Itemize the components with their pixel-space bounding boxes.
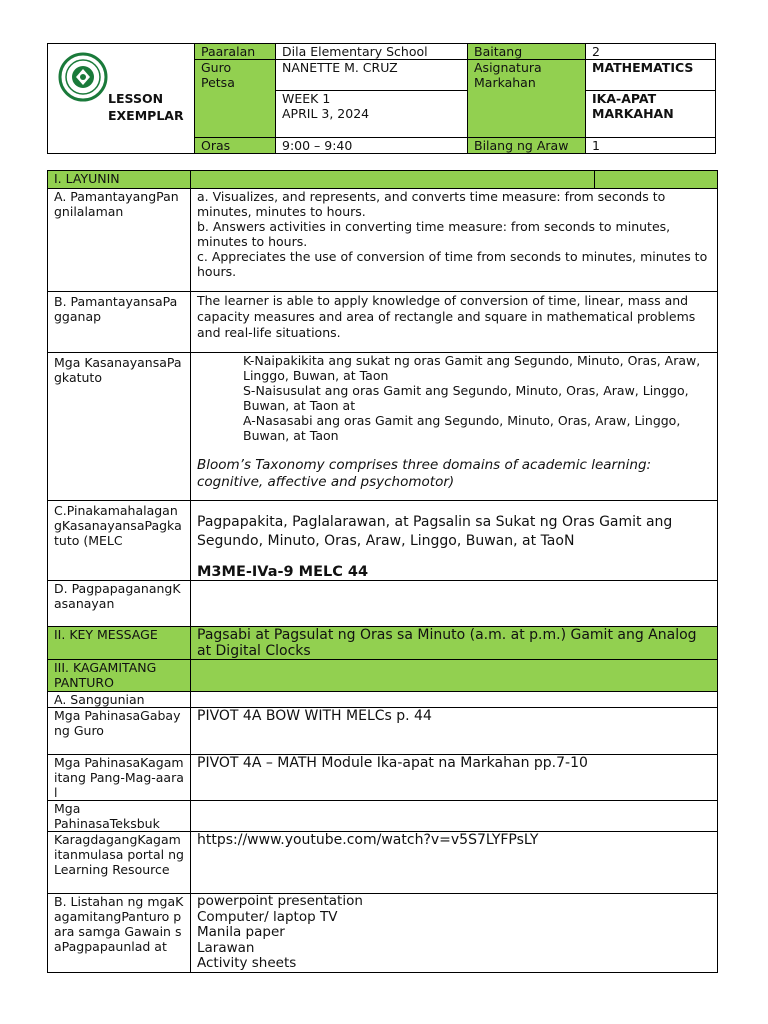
a-label: A. PamantayangPangnilalaman [48,189,191,292]
subject-label: Asignatura [474,60,542,75]
layunin-blank-2 [595,171,718,189]
header-table [47,43,716,154]
material-1: powerpoint presentation [197,893,363,909]
d-content [191,581,718,627]
key-message-text: Pagsabi at Pagsulat ng Oras sa Minuto (a.m. at p.m.) Gamit ang Analog at Digital Clocks [191,627,718,660]
teacher-date-labels [195,60,276,138]
a-item-2: b. Answers activities in converting time measure: from seconds to minutes, minutes to hours. [197,219,671,249]
sanggunian-blank [191,692,718,708]
logo-cell [48,44,195,154]
b-text: The learner is able to apply knowledge of conversion of time, linear, mass and capacity measures and area of rectangle and square in mathematical problems and real-life situations. [191,292,718,353]
c-label: C.PinakamahalagangKasanayansaPagkatuto (MELC [48,501,191,581]
teksbuk-blank [191,801,718,832]
teacher-value: NANETTE M. CRUZ [276,60,468,91]
mag-aaral-text: PIVOT 4A – MATH Module Ika-apat na Markahan pp.7-10 [191,755,718,801]
lesson-exemplar-title: LESSON EXEMPLAR [108,91,184,123]
guro-label: Mga PahinasaGabay ng Guro [48,708,191,755]
kagamitan-blank [191,660,718,692]
school-value: Dila Elementary School [276,44,468,60]
time-label: Oras [195,138,276,154]
c-text: Pagpapakita, Paglalarawan, at Pagsalin sa Sukat ng Oras Gamit ang Segundo, Minuto, Oras, Araw, Linggo, Buwan, at TaoN [197,514,673,549]
guro-text: PIVOT 4A BOW WITH MELCs p. 44 [191,708,718,755]
time-value: 9:00 – 9:40 [276,138,468,154]
objective-k: K-Naipakikita ang sukat ng oras Gamit ang Segundo, Minuto, Oras, Araw, Linggo, Buwan, at Taon [243,353,701,383]
b-label: B. PamantayansaPagganap [48,292,191,353]
portal-link[interactable]: https://www.youtube.com/watch?v=v5S7LYFPsLY [191,832,718,894]
subject-quarter-labels [468,60,586,138]
teacher-label: Guro [201,60,232,75]
key-message-label: II. KEY MESSAGE [48,627,191,660]
teksbuk-label: Mga PahinasaTeksbuk [48,801,191,832]
section-layunin: I. LAYUNIN [48,171,191,189]
days-value: 1 [586,138,716,154]
school-seal-icon [58,52,108,102]
mga-content [191,353,718,501]
quarter-value: IKA-APAT MARKAHAN [586,91,716,138]
week-date-cell [276,91,468,138]
subject-value: MATHEMATICS [586,60,716,91]
date-value: APRIL 3, 2024 [282,106,370,121]
melc-code: M3ME-IVa-9 MELC 44 [197,564,369,580]
lesson-table [47,170,718,973]
days-label: Bilang ng Araw [468,138,586,154]
a-item-1: a. Visualizes, and represents, and converts time measure: from seconds to minutes, minutes to hours. [197,189,666,219]
mag-aaral-label: Mga PahinasaKagamitang Pang-Mag-aaral [48,755,191,801]
date-label: Petsa [201,75,235,90]
d-label: D. PagpapaganangKasanayan [48,581,191,627]
sanggunian-label: A. Sanggunian [48,692,191,708]
material-2: Computer/ laptop TV [197,908,338,925]
bloom-note: Bloom’s Taxonomy comprises three domains of academic learning: cognitive, affective and psychomotor) [197,457,652,490]
grade-label: Baitang [468,44,586,60]
week-value: WEEK 1 [282,91,331,106]
portal-label: KaragdagangKagamitanmulasa portal ng Learning Resource [48,832,191,894]
mga-label: Mga KasanayansaPagkatuto [48,353,191,501]
layunin-blank-1 [191,171,595,189]
objective-s: S-Naisusulat ang oras Gamit ang Segundo, Minuto, Oras, Araw, Linggo, Buwan, at Taon at [243,383,689,413]
material-5: Activity sheets [197,955,297,972]
a-item-3: c. Appreciates the use of conversion of time from seconds to minutes, minutes to hours. [197,249,708,279]
material-4: Larawan [197,939,255,956]
listahan-label: B. Listahan ng mgaKagamitangPanturo para samga Gawain saPagpapaunlad at [48,894,191,973]
school-label: Paaralan [195,44,276,60]
grade-value: 2 [586,44,716,60]
listahan-content [191,894,718,973]
material-3: Manila paper [197,924,285,941]
a-content [191,189,718,292]
kagamitan-label: III. KAGAMITANG PANTURO [48,660,191,692]
quarter-label: Markahan [474,75,536,90]
c-content [191,501,718,581]
objective-a: A-Nasasabi ang oras Gamit ang Segundo, Minuto, Oras, Araw, Linggo, Buwan, at Taon [243,413,681,443]
